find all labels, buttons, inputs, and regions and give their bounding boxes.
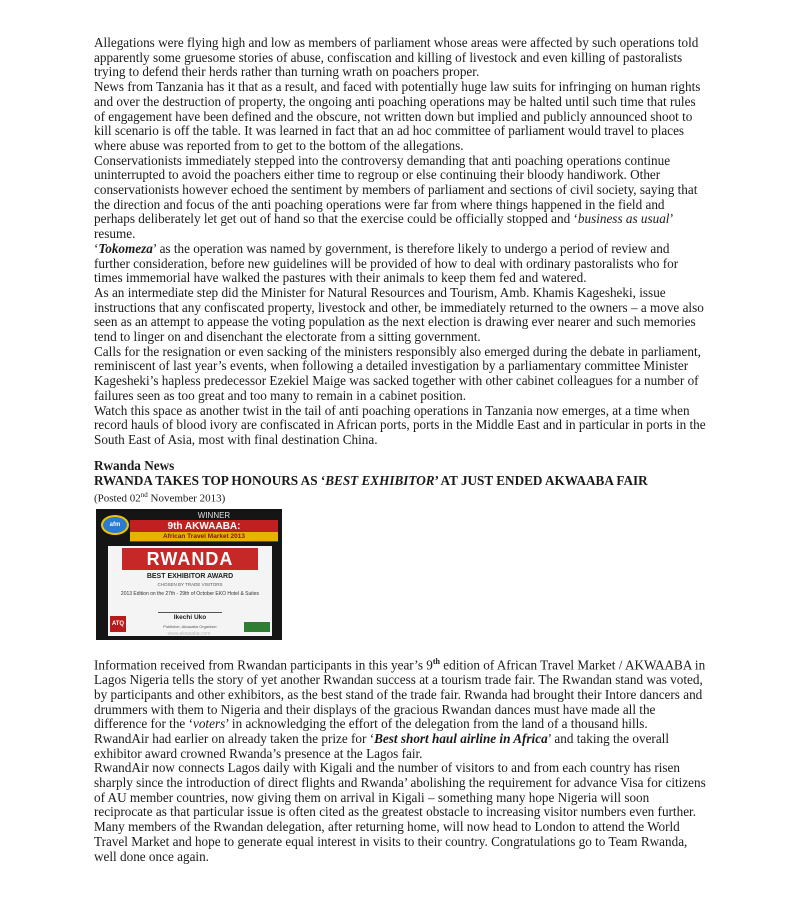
- paragraph: [94, 404, 706, 448]
- award-winner-label: WINNER: [197, 511, 231, 520]
- posted-sup: nd: [140, 491, 148, 499]
- award-signatory-role: Publisher, Akwaaba Organiser: [163, 624, 217, 629]
- paragraph: [94, 345, 706, 404]
- text-segment: As an intermediate step did the Minister for Natural Resources and Tourism, Amb. Khamis Kagesheki, issue instructions that any confiscated property, livestock and other, be immediately returned to the owners – a move also seen as an attempt to appease the voting population as the next election is drawing ever nearer and such memories tend to linger on and disenchant the electorate from a sitting government.: [94, 284, 704, 345]
- award-banner-sub: African Travel Market 2013: [130, 532, 278, 541]
- text-segment: Calls for the resignation or even sacking of the ministers responsibly also emerged during the debate in parliament, reminiscent of last year’s events, when following a detailed investigation by a parliamentary committee Minister Kagesheki’s hapless predecessor Ezekiel Maige was sacked together with other cabinet colleagues for a number of failures seen as too great and too many to remain in a cabinet position.: [94, 343, 701, 403]
- title-part-2: ’ AT JUST ENDED AKWAABA FAIR: [434, 472, 648, 488]
- award-certificate: [108, 546, 272, 636]
- text-segment: Tokomeza: [98, 240, 153, 256]
- paragraph: [94, 732, 706, 761]
- text-segment: ’ as the operation was named by government, is therefore likely to undergo a period of review and further consideration, before new guidelines will be provided of how to deal with ordinary pastoralists who for times immemorial have walked the pastures with their animals to keep them fed and watered.: [94, 240, 679, 286]
- text-segment: Watch this space as another twist in the tail of anti poaching operations in Tanzania now emerges, at a time when record hauls of blood ivory are confiscated in African ports, ports in the Middle East and in particular in ports in the South East of Asia, most with final destination China.: [94, 402, 706, 447]
- text-segment: News from Tanzania has it that as a result, and faced with potentially huge law suits for infringing on human rights and over the destruction of property, the ongoing anti poaching operations may be halted until such time that rules of engagement have been defined and the obscure, not written down but implied and publicly announced shoot to kill scenario is off the table. It was learned in fact that an ad hoc committee of parliament would travel to places where abuse was reported from to get to the bottom of the allegations.: [94, 79, 701, 153]
- paragraph: [94, 820, 706, 864]
- paragraph: [94, 286, 706, 345]
- award-banner: [130, 520, 278, 542]
- posted-date: [94, 488, 706, 506]
- text-segment: ’ and taking the overall exhibitor award crowned Rwanda’s presence at the Lagos fair.: [94, 730, 669, 761]
- posted-suffix: November 2013): [147, 492, 226, 505]
- title-italic: BEST EXHIBITOR: [325, 472, 435, 488]
- afm-logo-text: afm: [109, 522, 121, 528]
- text-segment: th: [432, 657, 440, 666]
- award-chosen: CHOSEN BY TRADE VISITORS: [157, 582, 223, 587]
- text-segment: ’ resume.: [94, 211, 673, 242]
- text-segment: ‘: [94, 240, 99, 256]
- paragraph: [94, 36, 706, 80]
- text-segment: edition of African Travel Market / AKWAABA in Lagos Nigeria tells the story of yet another Rwandan success at a tourism trade fair. The Rwandan stand was voted, by participants and other exhibitors, as the best stand of the trade fair. Rwanda had brought their Intore dancers and drummers with them to Nigeria and their displays of the gracious Rwandan dances must have made all the difference for the ‘: [94, 657, 706, 732]
- text-segment: Information received from Rwandan participants in this year’s 9: [94, 657, 433, 673]
- award-banner-main: 9th AKWAABA:: [167, 521, 241, 532]
- paragraph: [94, 242, 706, 286]
- paragraph: [94, 655, 706, 732]
- article-top-body: [94, 36, 706, 448]
- paragraph: [94, 761, 706, 820]
- section-heading: [94, 459, 706, 506]
- text-segment: Allegations were flying high and low as members of parliament whose areas were affected by such operations told apparently some gruesome stories of abuse, confiscation and killing of livestock and even killing of pastoralists trying to defend their herds rather than turning wrath on poachers proper.: [94, 35, 699, 80]
- text-segment: voters: [192, 716, 226, 732]
- award-edition: 2013 Edition on the 27th - 29th of October EKO Hotel & Suites: [120, 591, 260, 597]
- text-segment: RwandAir now connects Lagos daily with Kigali and the number of visitors to and from each country has risen sharply since the introduction of direct flights and Rwanda’ abolishing the requirement for advance Visa for citizens of AU member countries, now giving them on arrival in Kigali – something many hope Nigeria will soon reciprocate as that particular issue is often cited as the greatest obstacle to increasing visitor numbers even further.: [94, 760, 706, 820]
- text-segment: RwandAir had earlier on already taken the prize for ‘: [94, 730, 375, 746]
- award-image: [96, 509, 282, 640]
- text-segment: Conservationists immediately stepped into the controversy demanding that anti poaching operations continue uninterrupted to avoid the poachers either time to regroup or else continuing their bloody handiwork. Other conservationists however echoed the sentiment by members of parliament and sections of civil society, saying that the direction and focus of the anti poaching operations were far from where things happened in the field and perhaps deliberately let get out of hand so that the exercise could be officially stopped and ‘: [94, 152, 698, 227]
- award-country: RWANDA: [122, 548, 258, 570]
- paragraph: [94, 154, 706, 242]
- article-title: [94, 474, 706, 489]
- atq-logo: ATQ: [110, 616, 126, 632]
- text-segment: business as usual: [577, 211, 670, 227]
- section-label: Rwanda News: [94, 458, 175, 473]
- title-part-1: RWANDA TAKES TOP HONOURS AS ‘: [94, 472, 326, 488]
- paragraph: [94, 80, 706, 154]
- afm-logo: [101, 515, 129, 535]
- text-segment: Best short haul airline in Africa: [374, 730, 548, 746]
- award-signatory: Ikechi Uko: [158, 612, 222, 621]
- text-segment: ’ in acknowledging the effort of the delegation from the land of a thousand hills.: [225, 716, 648, 732]
- article-bottom-body: [94, 655, 706, 864]
- posted-prefix: (Posted 02: [94, 492, 141, 505]
- award-name: BEST EXHIBITOR AWARD: [146, 573, 234, 580]
- award-website: www.akwaaba.com: [167, 631, 211, 637]
- text-segment: Many members of the Rwandan delegation, after returning home, will now head to London to attend the World Travel Market and hope to generate equal interest in visits to their country. Congratulations go to Team Rwanda, well done once again.: [94, 819, 688, 864]
